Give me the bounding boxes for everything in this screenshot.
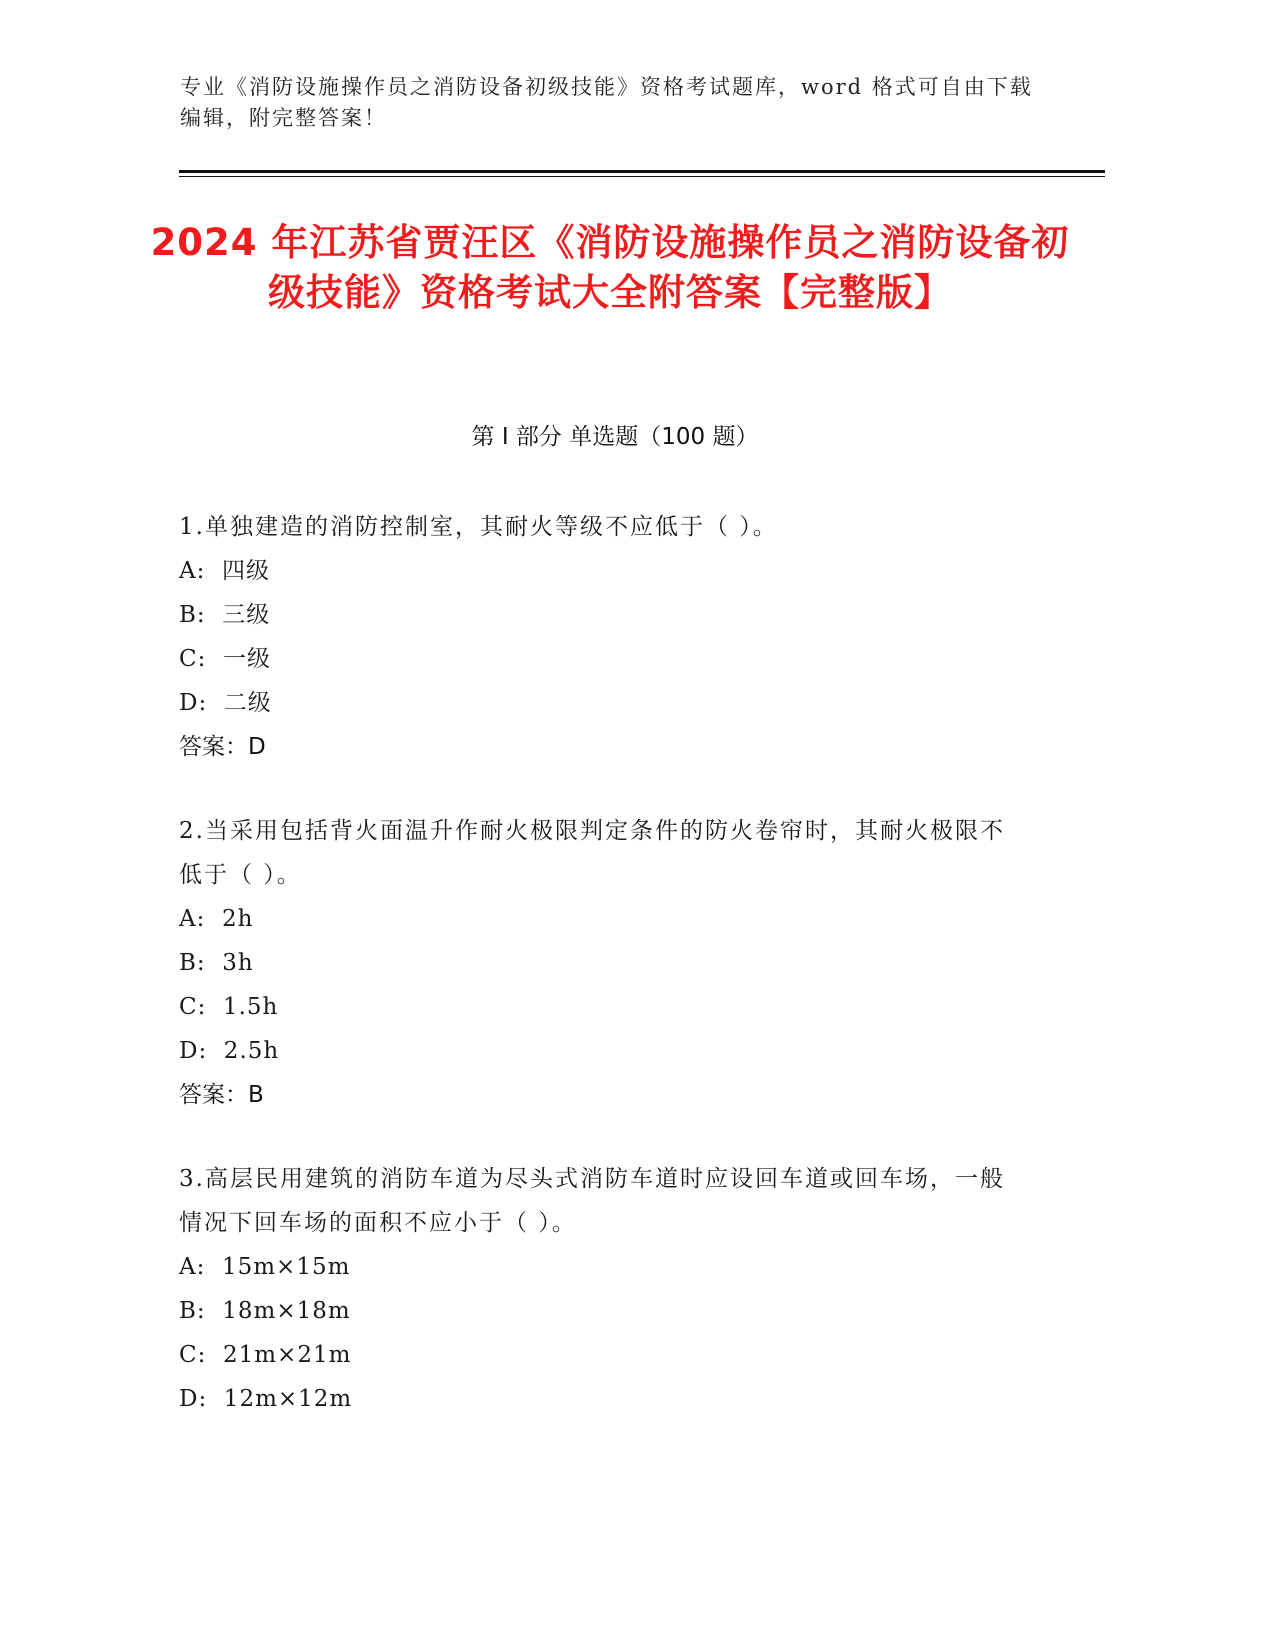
question-stem: 3.高层民用建筑的消防车道为尽头式消防车道时应设回车道或回车场，一般情况下回车场的面积不应小于（ ）。 <box>179 1166 1005 1236</box>
option-d: D: 二级 <box>179 690 272 716</box>
header-rule-thick <box>179 170 1105 173</box>
option-b: B: 18m×18m <box>179 1298 351 1324</box>
option-a: A: 15m×15m <box>179 1254 351 1280</box>
option-d: D: 2.5h <box>179 1038 280 1064</box>
header-note: 专业《消防设施操作员之消防设备初级技能》资格考试题库，word 格式可自由下载编辑，附完整答案！ <box>180 75 1033 130</box>
question-1 <box>179 505 1029 769</box>
option-c: C: 一级 <box>179 646 271 672</box>
header-rule-thin <box>179 176 1105 177</box>
answer-line: 答案：D <box>179 734 266 760</box>
answer-line: 答案：B <box>179 1082 264 1108</box>
question-3 <box>179 1157 1029 1421</box>
document-title: 2024 年江苏省贾汪区《消防设施操作员之消防设备初级技能》资格考试大全附答案【完整版】 <box>150 221 1070 314</box>
option-a: A: 2h <box>179 906 254 932</box>
question-stem: 2.当采用包括背火面温升作耐火极限判定条件的防火卷帘时，其耐火极限不低于（ ）。 <box>179 818 1005 888</box>
option-c: C: 21m×21m <box>179 1342 352 1368</box>
option-a: A: 四级 <box>179 558 270 584</box>
option-b: B: 三级 <box>179 602 271 628</box>
question-list <box>179 505 1029 1461</box>
option-c: C: 1.5h <box>179 994 279 1020</box>
question-2 <box>179 809 1029 1117</box>
option-d: D: 12m×12m <box>179 1386 353 1412</box>
option-b: B: 3h <box>179 950 254 976</box>
section-heading: 第 I 部分 单选题（100 题） <box>471 424 759 450</box>
question-stem: 1.单独建造的消防控制室，其耐火等级不应低于（ ）。 <box>179 514 778 540</box>
